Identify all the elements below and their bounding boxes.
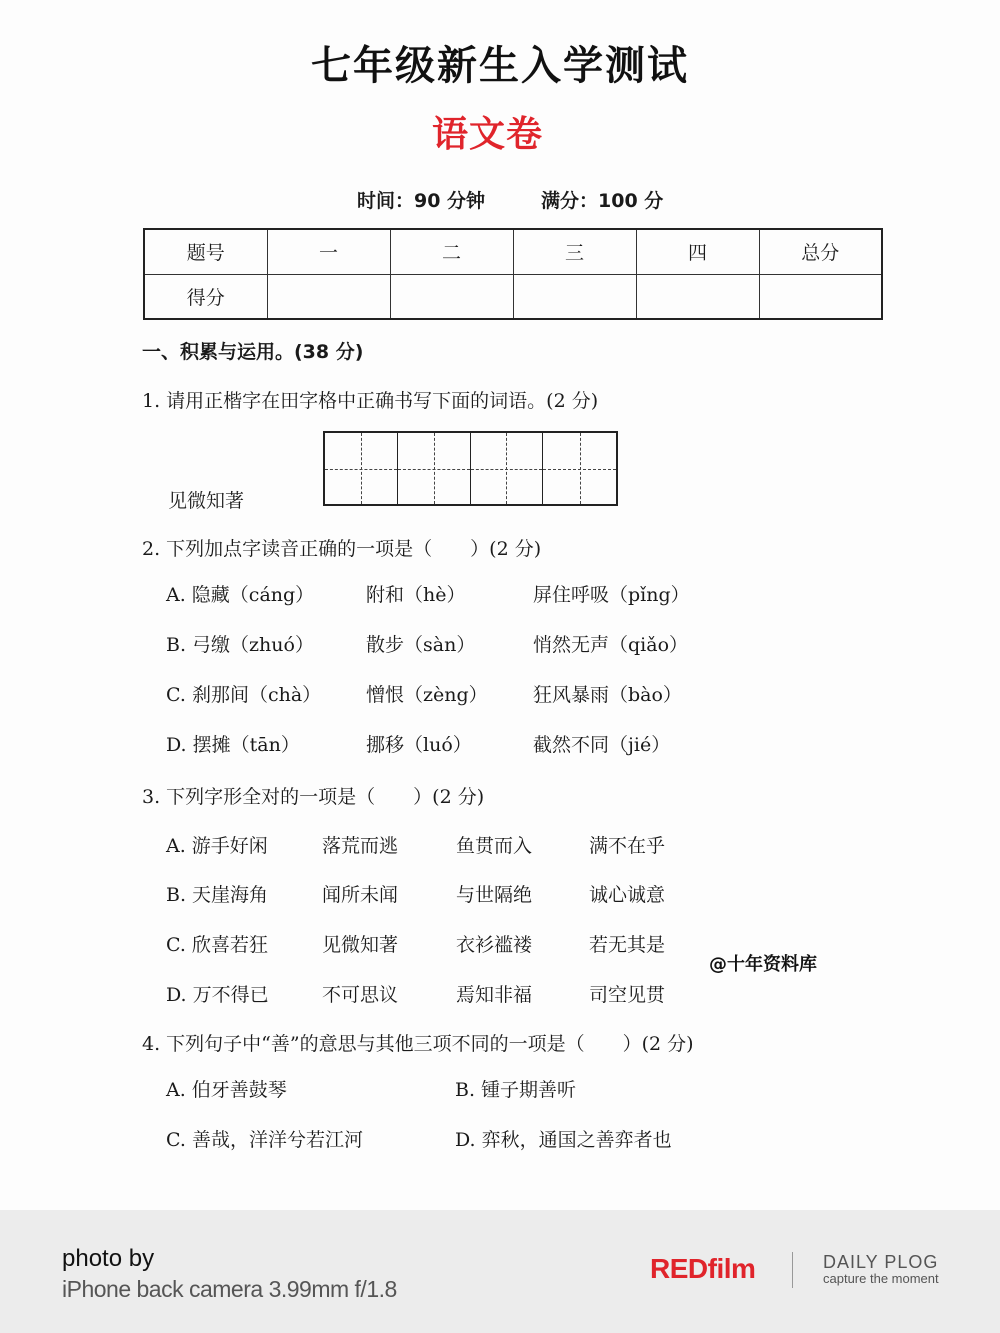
- exam-full-score: 满分：100 分: [541, 190, 664, 212]
- option-c: C. 善哉，洋洋兮若江河: [166, 1129, 363, 1151]
- camera-info: iPhone back camera 3.99mm f/1.8: [62, 1276, 397, 1302]
- option-a-3: 鱼贯而入: [456, 835, 533, 857]
- option-c-2: 见微知著: [322, 934, 399, 956]
- score-table-cell: [759, 274, 882, 319]
- option-c-2: 憎恨（zèng）: [366, 684, 488, 706]
- plog-subtitle: capture the moment: [823, 1271, 939, 1286]
- tianzige-grid: [323, 431, 618, 506]
- option-b: B. 锺子期善听: [455, 1079, 577, 1101]
- option-c-1: C. 欣喜若狂: [166, 934, 268, 956]
- option-c-4: 若无其是: [589, 934, 666, 956]
- option-a: A. 伯牙善鼓琴: [166, 1079, 287, 1101]
- option-c-3: 衣衫褴褛: [456, 934, 533, 956]
- score-table-cell: 总分: [759, 229, 882, 274]
- plog-title: DAILY PLOG: [823, 1252, 939, 1272]
- tianzige-cell: [398, 433, 471, 504]
- question-3: 3. 下列字形全对的一项是（ ）(2 分): [142, 786, 485, 808]
- score-table-cell: [513, 274, 636, 319]
- question-2: 2. 下列加点字读音正确的一项是（ ）(2 分): [142, 538, 542, 560]
- section-heading: 一、积累与运用。(38 分): [142, 341, 364, 363]
- score-table-cell: 一: [267, 229, 390, 274]
- option-d-1: D. 摆摊（tān）: [166, 734, 300, 756]
- score-table-cell: 二: [390, 229, 513, 274]
- option-b-2: 散步（sàn）: [366, 634, 476, 656]
- score-table-cell: 题号: [144, 229, 267, 274]
- watermark: @十年资料库: [709, 954, 817, 975]
- score-table-cell: [267, 274, 390, 319]
- question-1-word: 见微知著: [168, 490, 245, 512]
- exam-time: 时间：90 分钟: [357, 190, 486, 212]
- score-table-cell: [390, 274, 513, 319]
- photo-by-label: photo by: [62, 1245, 155, 1272]
- option-c-3: 狂风暴雨（bào）: [533, 684, 682, 706]
- option-a-2: 附和（hè）: [366, 584, 466, 606]
- score-table-header-row: [144, 229, 882, 274]
- footer-divider: [792, 1252, 793, 1288]
- tianzige-cell: [543, 433, 616, 504]
- option-b-2: 闻所未闻: [322, 884, 399, 906]
- option-b-1: B. 弓缴（zhuó）: [166, 634, 314, 656]
- question-1: 1. 请用正楷字在田字格中正确书写下面的词语。(2 分): [142, 390, 599, 412]
- option-b-3: 悄然无声（qiǎo）: [533, 634, 689, 656]
- tianzige-cell: [325, 433, 398, 504]
- score-table-cell: 四: [636, 229, 759, 274]
- option-a-1: A. 隐藏（cáng）: [166, 584, 315, 606]
- option-a-4: 满不在乎: [589, 835, 666, 857]
- option-d-1: D. 万不得已: [166, 984, 269, 1006]
- score-table-score-row: [144, 274, 882, 319]
- option-b-4: 诚心诚意: [589, 884, 666, 906]
- option-a-2: 落荒而逃: [322, 835, 399, 857]
- option-b-1: B. 天崖海角: [166, 884, 269, 906]
- brand-logo: REDfilm: [650, 1253, 756, 1284]
- exam-subtitle: 语文卷: [431, 114, 543, 155]
- option-d-2: 挪移（luó）: [366, 734, 472, 756]
- option-d-2: 不可思议: [322, 984, 399, 1006]
- score-table-cell: 得分: [144, 274, 267, 319]
- option-a-1: A. 游手好闲: [166, 835, 268, 857]
- option-a-3: 屏住呼吸（pǐng）: [533, 584, 690, 606]
- score-table-cell: 三: [513, 229, 636, 274]
- tianzige-cell: [471, 433, 544, 504]
- question-4: 4. 下列句子中“善”的意思与其他三项不同的一项是（ ）(2 分): [142, 1033, 694, 1055]
- score-table: [143, 228, 883, 320]
- option-d-3: 焉知非福: [456, 984, 533, 1006]
- score-table-cell: [636, 274, 759, 319]
- option-d: D. 弈秋，通国之善弈者也: [455, 1129, 672, 1151]
- option-c-1: C. 刹那间（chà）: [166, 684, 322, 706]
- exam-title: 七年级新生入学测试: [311, 43, 689, 89]
- option-d-4: 司空见贯: [589, 984, 666, 1006]
- option-d-3: 截然不同（jié）: [533, 734, 671, 756]
- option-b-3: 与世隔绝: [456, 884, 533, 906]
